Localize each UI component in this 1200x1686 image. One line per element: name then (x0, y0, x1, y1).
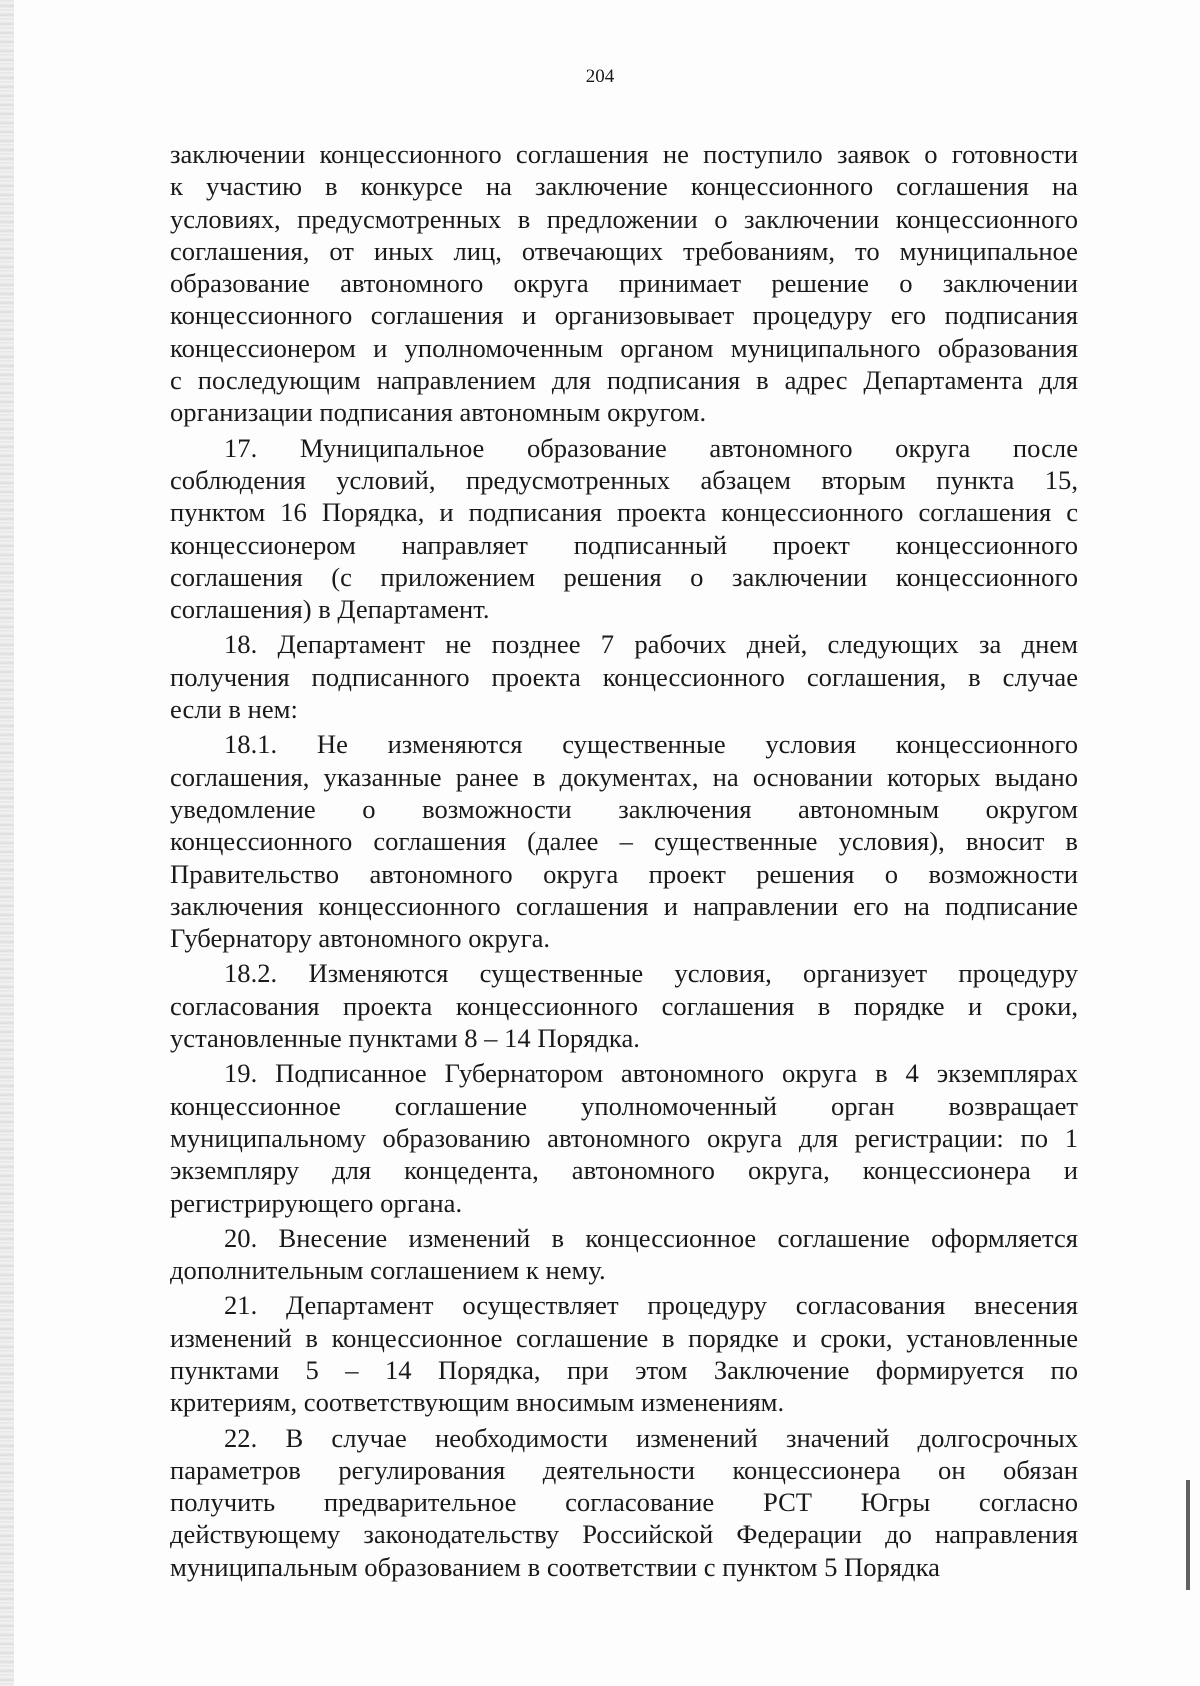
text-line: регистрирующего органа. (170, 1187, 463, 1218)
text-line: заключении концессионного соглашения не поступило заявок о готовности (170, 139, 1078, 169)
text-line: Правительство автономного округа проект решения о возможности (170, 858, 1078, 889)
text-line: соглашения (с приложением решения о заключении концессионного (170, 561, 1078, 592)
text-line: концессионером направляет подписанный проект концессионного (170, 529, 1078, 560)
text-line: муниципальным образованием в соответствии с пунктом 5 Порядка (170, 1551, 940, 1582)
paragraph-p18 (170, 628, 1078, 725)
text-line: 22. В случае необходимости изменений значений долгосрочных (224, 1422, 1078, 1453)
text-line: соглашения) в Департамент. (170, 594, 490, 625)
text-line: концессионное соглашение уполномоченный орган возвращает (170, 1090, 1078, 1121)
text-line: экземпляру для концедента, автономного округа, концессионера и (170, 1155, 1078, 1186)
text-line: заключения концессионного соглашения и направлении его на подписание (170, 890, 1078, 921)
scan-right-mark (1186, 1480, 1190, 1590)
text-line: если в нем: (170, 694, 298, 725)
page-number: 204 (585, 66, 615, 87)
text-line: получить предварительное согласование РСТ Югры согласно (170, 1487, 1078, 1518)
text-line: пунктами 5 – 14 Порядка, при этом Заключение формируется по (170, 1354, 1078, 1385)
text-line: 18.2. Изменяются существенные условия, организует процедуру (224, 958, 1078, 989)
text-line: муниципальному образованию автономного округа для регистрации: по 1 (170, 1122, 1078, 1153)
text-line: согласования проекта концессионного соглашения в порядке и сроки, (170, 990, 1078, 1021)
paragraph-p18-1 (170, 728, 1078, 954)
text-line: 18. Департамент не позднее 7 рабочих дней, следующих за днем (224, 629, 1078, 660)
text-line: образование автономного округа принимает решение о заключении (170, 268, 1078, 299)
text-line: концессионного соглашения (далее – существенные условия), вносит в (170, 826, 1078, 857)
text-line: уведомление о возможности заключения автономным округом (170, 793, 1078, 824)
text-line: организации подписания автономным округом. (170, 397, 707, 428)
text-line: критериям, соответствующим вносимым изменениям. (170, 1387, 785, 1418)
paragraph-p16-cont (170, 138, 1078, 429)
text-line: Губернатору автономного округа. (170, 923, 551, 954)
text-line: установленные пунктами 8 – 14 Порядка. (170, 1023, 640, 1054)
document-body (170, 138, 1078, 1586)
paragraph-p18-2 (170, 957, 1078, 1054)
text-line: пунктом 16 Порядка, и подписания проекта концессионного соглашения с (170, 497, 1078, 528)
text-line: соглашения, указанные ранее в документах, на основании которых выдано (170, 761, 1078, 792)
text-line: 18.1. Не изменяются существенные условия концессионного (224, 729, 1078, 760)
paragraph-p17 (170, 432, 1078, 626)
text-line: 20. Внесение изменений в концессионное соглашение оформляется (224, 1222, 1078, 1253)
text-line: изменений в концессионное соглашение в порядке и сроки, установленные (170, 1322, 1078, 1353)
text-line: дополнительным соглашением к нему. (170, 1255, 606, 1286)
paragraph-p22 (170, 1422, 1078, 1583)
text-line: действующему законодательству Российской Федерации до направления (170, 1519, 1078, 1550)
text-line: с последующим направлением для подписания в адрес Департамента для (170, 365, 1078, 396)
text-line: условиях, предусмотренных в предложении о заключении концессионного (170, 203, 1078, 234)
text-line: получения подписанного проекта концессионного соглашения, в случае (170, 661, 1078, 692)
scan-left-edge (0, 0, 14, 1686)
paragraph-p21 (170, 1289, 1078, 1418)
text-line: соблюдения условий, предусмотренных абзацем вторым пункта 15, (170, 464, 1078, 495)
text-line: концессионером и уполномоченным органом муниципального образования (170, 332, 1078, 363)
text-line: 19. Подписанное Губернатором автономного округа в 4 экземплярах (224, 1058, 1078, 1089)
text-line: концессионного соглашения и организовывает процедуру его подписания (170, 300, 1078, 331)
text-line: 17. Муниципальное образование автономного округа после (224, 432, 1078, 463)
paragraph-p20 (170, 1222, 1078, 1287)
paragraph-p19 (170, 1057, 1078, 1218)
text-line: соглашения, от иных лиц, отвечающих требованиям, то муниципальное (170, 235, 1078, 266)
text-line: к участию в конкурсе на заключение концессионного соглашения на (170, 171, 1078, 202)
text-line: 21. Департамент осуществляет процедуру согласования внесения (224, 1290, 1078, 1321)
text-line: параметров регулирования деятельности концессионера он обязан (170, 1454, 1078, 1485)
